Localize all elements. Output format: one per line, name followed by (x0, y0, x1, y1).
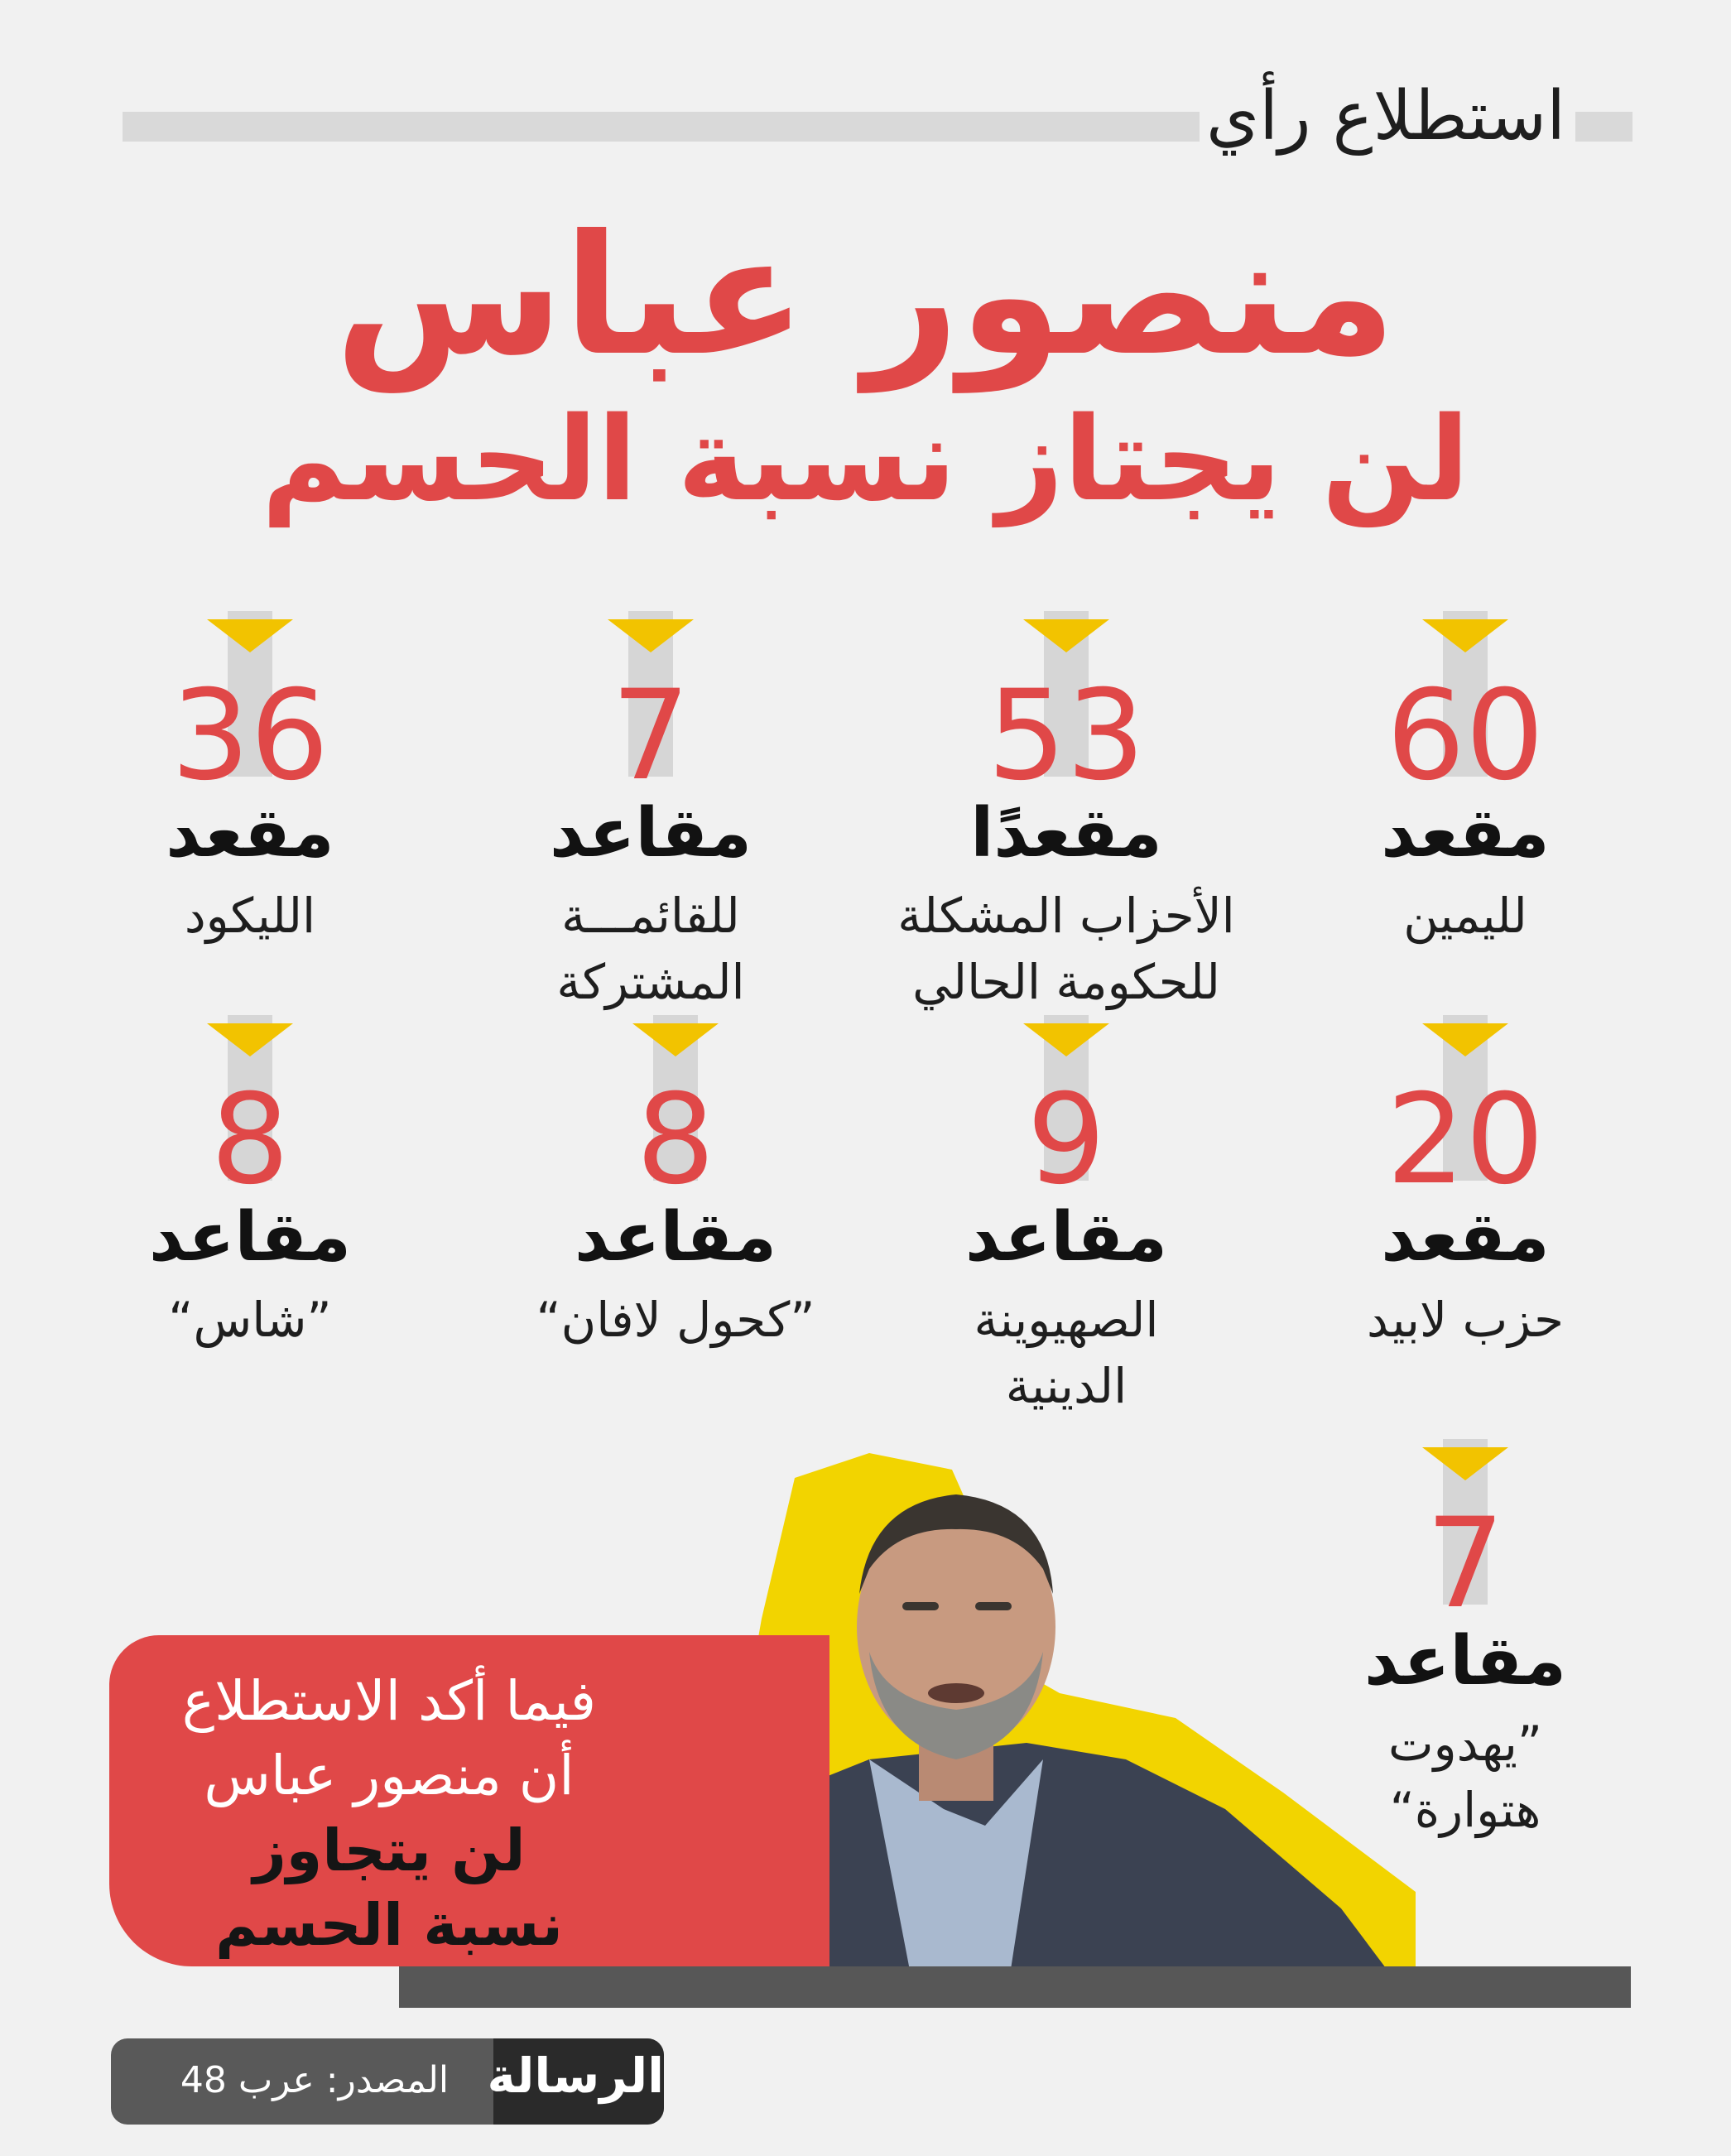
callout-line-bold: نسبة الحسم (215, 1891, 563, 1959)
kicker-title: استطلاع رأي (1200, 83, 1575, 151)
stat-number: 8 (210, 1068, 290, 1212)
stat-unit: مقاعد (149, 1198, 351, 1277)
stat-label: الليكود (184, 888, 316, 944)
stat-number: 53 (987, 664, 1146, 808)
stat-label: الأحزاب المشكلة للحكومة الحالي (897, 888, 1235, 1010)
stat-number: 7 (611, 664, 690, 808)
main-title: منصور عباس (334, 200, 1397, 392)
stat-number: 60 (1386, 664, 1545, 808)
sub-title: لن يجتاز نسبة الحسم (261, 392, 1470, 527)
callout-text (149, 1664, 629, 1962)
stat-label: للقائمـــة المشتركة (556, 888, 745, 1010)
stat-unit: مقاعد (1364, 1622, 1566, 1701)
stat-unit: مقاعد (550, 794, 752, 873)
stat-label: ”كحول لافان“ (536, 1292, 815, 1348)
triangle-marker-icon (1422, 1023, 1508, 1056)
stat-unit: مقعد (166, 794, 334, 873)
stat-label: حزب لابيد (1366, 1292, 1565, 1348)
stat-unit: مقعدًا (970, 794, 1162, 873)
stat-number: 20 (1386, 1068, 1545, 1212)
triangle-marker-icon (207, 1023, 293, 1056)
source-credit: المصدر: عرب 48 (180, 2059, 450, 2101)
triangle-marker-icon (1422, 619, 1508, 652)
stat-unit: مقعد (1381, 1198, 1550, 1277)
stat-unit: مقاعد (575, 1198, 777, 1277)
stat-number: 7 (1426, 1492, 1505, 1636)
stat-number: 9 (1027, 1068, 1106, 1212)
stat-unit: مقاعد (965, 1198, 1167, 1277)
publisher-logo: الرسالة (487, 2048, 664, 2104)
stat-unit: مقعد (1381, 794, 1550, 873)
triangle-marker-icon (1422, 1447, 1508, 1480)
stat-number: 36 (171, 664, 329, 808)
triangle-marker-icon (1023, 619, 1109, 652)
callout-line-bold: لن يتجاوز (252, 1817, 526, 1884)
stat-label: ”شاس“ (168, 1292, 332, 1348)
stat-label: لليمين (1403, 888, 1527, 944)
callout-line: فيما أكد الاستطلاع (181, 1669, 597, 1733)
stat-label: الصهيوينة الدينية (974, 1292, 1159, 1414)
bottom-rule (399, 1966, 1631, 2008)
stat-number: 8 (636, 1068, 715, 1212)
stat-label: ”يهدوت هتوارة“ (1388, 1716, 1542, 1838)
triangle-marker-icon (608, 619, 694, 652)
triangle-marker-icon (1023, 1023, 1109, 1056)
triangle-marker-icon (632, 1023, 719, 1056)
callout-line: أن منصور عباس (204, 1744, 575, 1807)
triangle-marker-icon (207, 619, 293, 652)
